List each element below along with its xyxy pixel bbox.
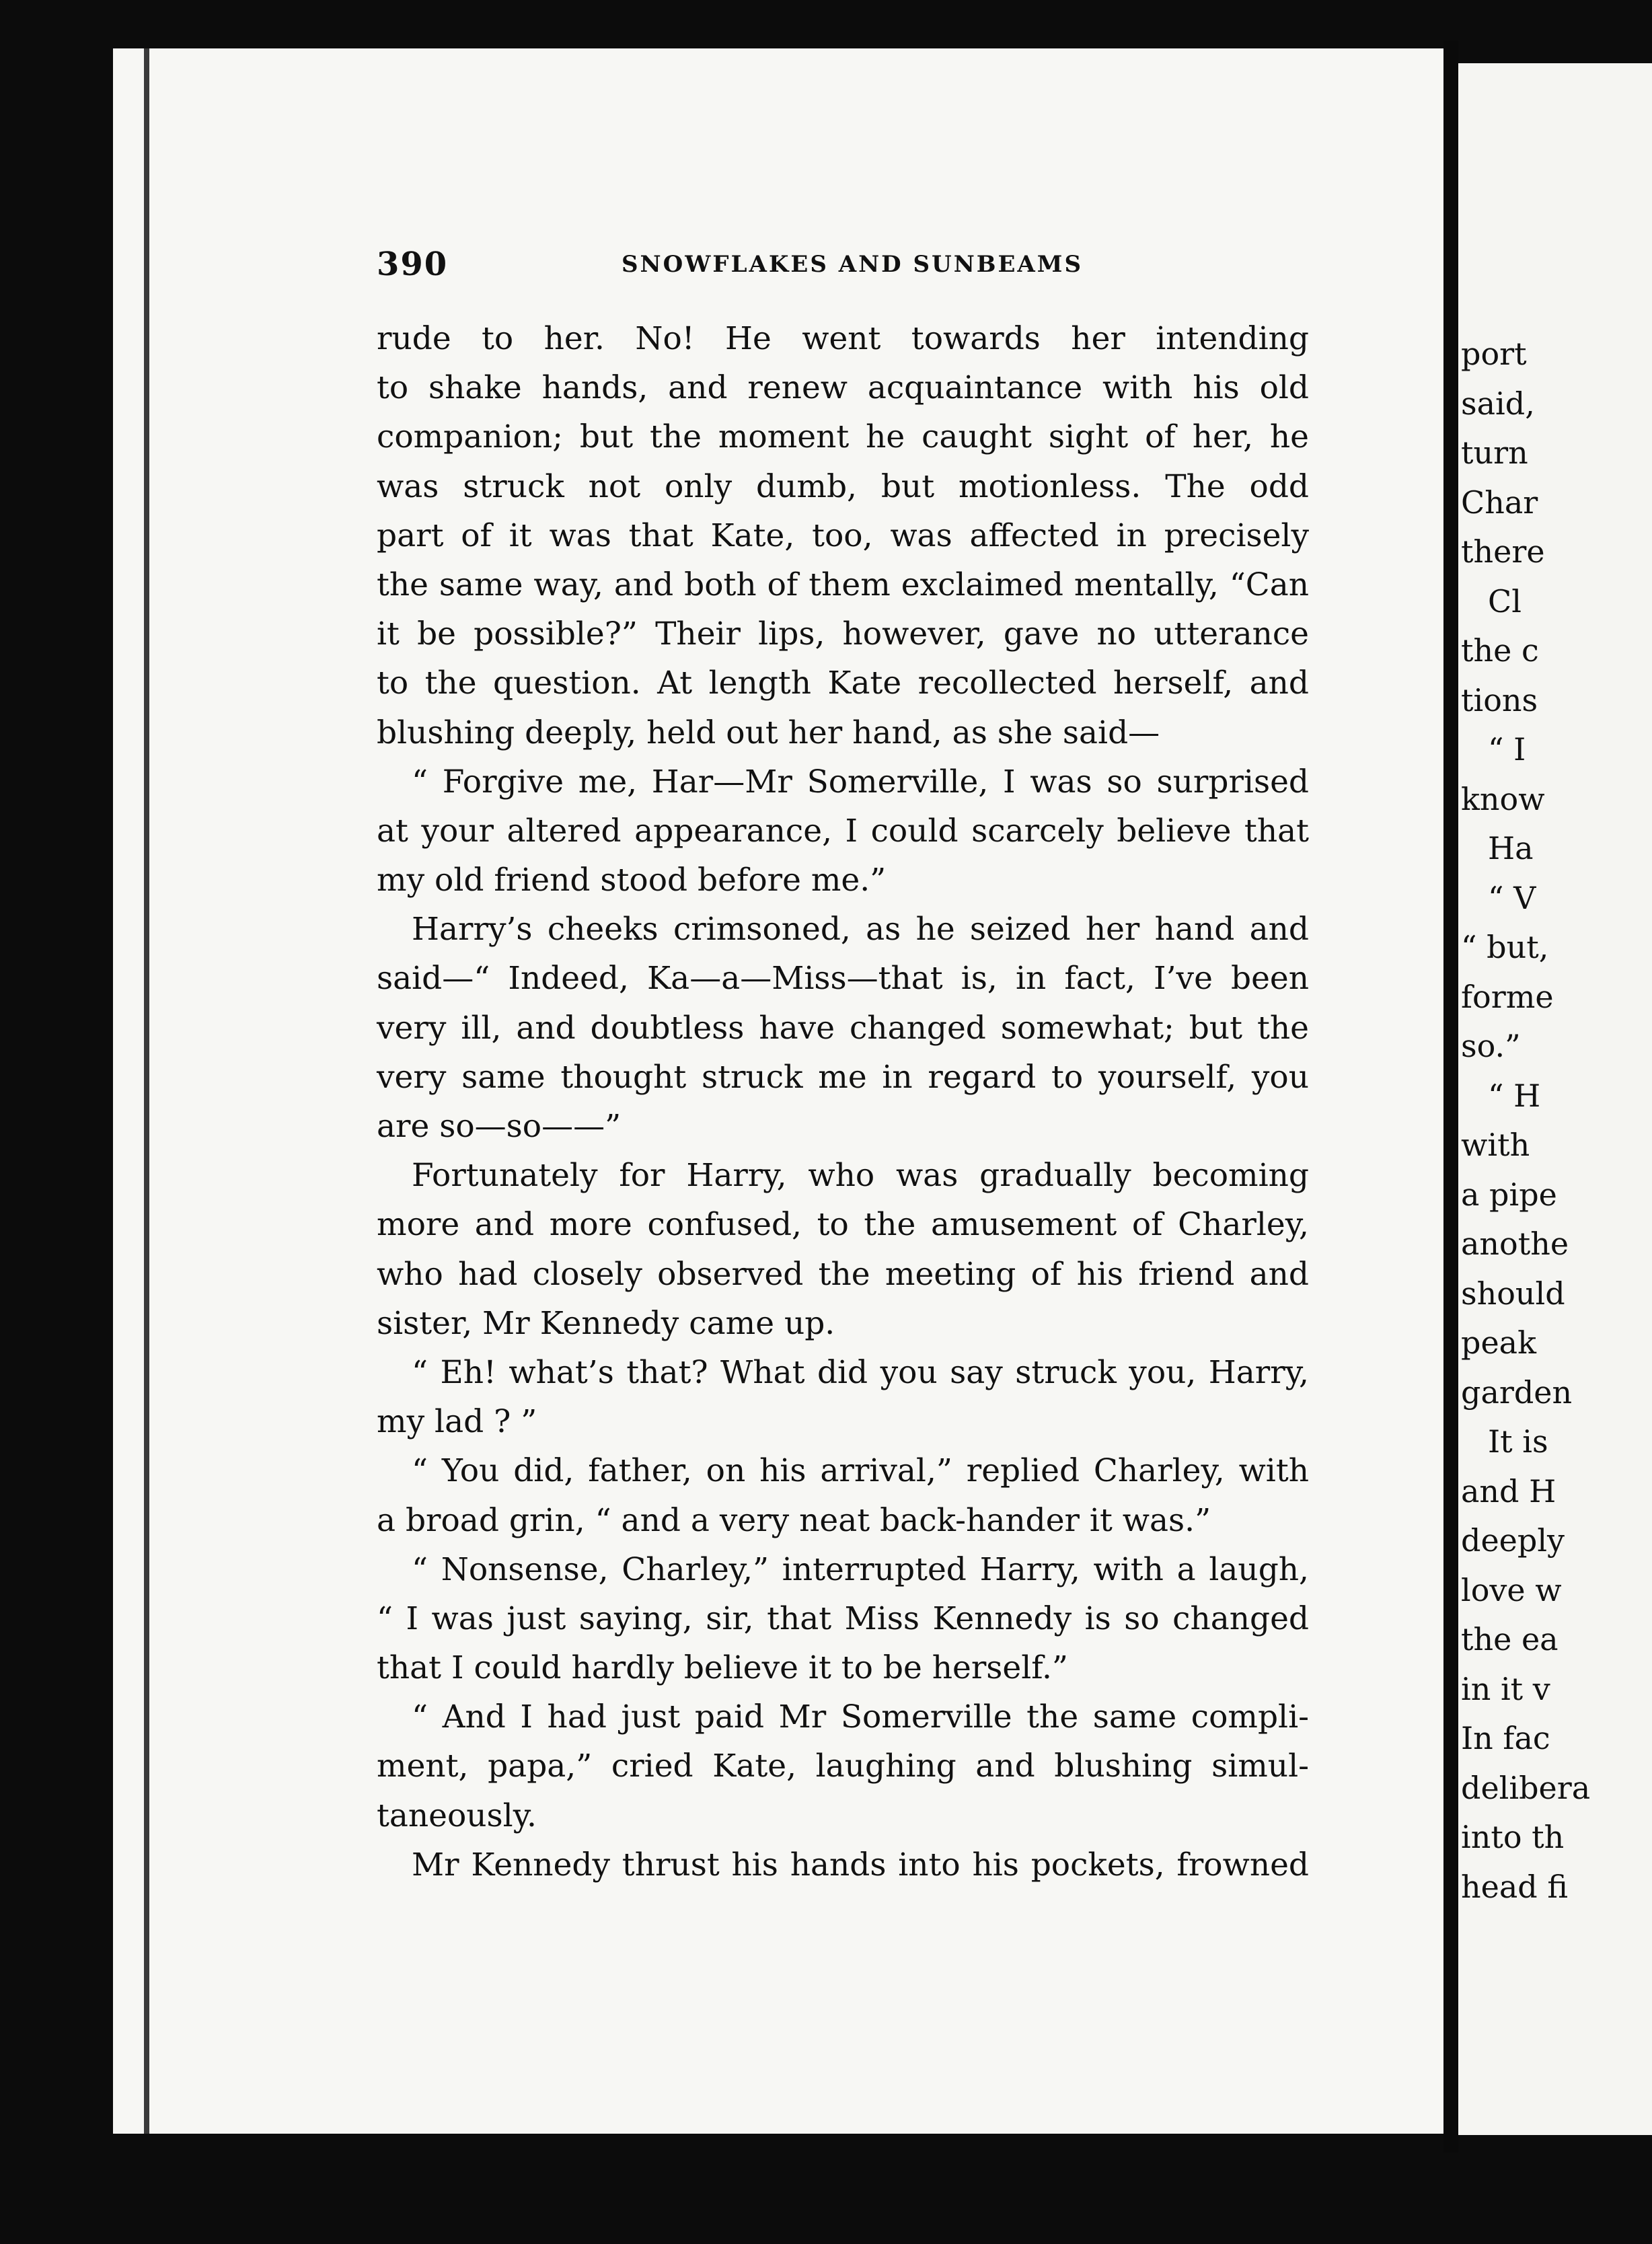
text-line: ment, papa,” cried Kate, laughing and blushing simul-: [377, 1748, 1309, 1785]
facing-page-line: peak: [1461, 1324, 1536, 1361]
text-line: taneously.: [377, 1797, 537, 1834]
text-line: to shake hands, and renew acquaintance with his old: [377, 369, 1309, 407]
text-line: that I could hardly believe it to be herself.”: [377, 1649, 1068, 1687]
facing-page-line: Ha: [1488, 830, 1534, 866]
text-line: “ Forgive me, Har—Mr Somerville, I was so surprised: [412, 763, 1309, 800]
binding-edge: [144, 48, 149, 2134]
text-line: sister, Mr Kennedy came up.: [377, 1304, 835, 1342]
text-line: blushing deeply, held out her hand, as she said—: [377, 714, 1160, 751]
facing-page-line: forme: [1461, 978, 1554, 1015]
facing-page-line: there: [1461, 533, 1545, 570]
text-line: Mr Kennedy thrust his hands into his pockets, frowned: [412, 1846, 1309, 1883]
text-line: “ You did, father, on his arrival,” replied Charley, with: [412, 1452, 1309, 1490]
text-line: a broad grin, “ and a very neat back-hander it was.”: [377, 1501, 1211, 1539]
text-line: my old friend stood before me.”: [377, 862, 887, 899]
facing-page-line: love w: [1461, 1571, 1562, 1608]
facing-page-line: “ V: [1488, 879, 1536, 916]
facing-page-line: Cl: [1488, 583, 1522, 620]
facing-page-line: deeply: [1461, 1522, 1565, 1559]
text-line: it be possible?” Their lips, however, gave no utterance: [377, 615, 1309, 653]
facing-page-line: the ea: [1461, 1621, 1559, 1657]
facing-page-line: “ but,: [1461, 929, 1549, 965]
text-line: more and more confused, to the amusement of Charley,: [377, 1206, 1309, 1244]
page-header: [377, 246, 1312, 286]
text-line: said—“ Indeed, Ka—a—Miss—that is, in fact, I’ve been: [377, 960, 1309, 998]
facing-page-line: know: [1461, 780, 1545, 817]
text-line: was struck not only dumb, but motionless. The odd: [377, 468, 1309, 505]
facing-page-line: and H: [1461, 1472, 1556, 1509]
text-line: who had closely observed the meeting of his friend and: [377, 1255, 1309, 1293]
text-line: Harry’s cheeks crimsoned, as he seized her hand and: [412, 911, 1309, 948]
text-line: very ill, and doubtless have changed somewhat; but the: [377, 1009, 1309, 1047]
facing-page-line: in it v: [1461, 1670, 1550, 1707]
facing-page-line: “ H: [1488, 1077, 1541, 1114]
facing-page-line: with: [1461, 1127, 1530, 1163]
facing-page-line: a pipe: [1461, 1176, 1557, 1213]
facing-page-line: should: [1461, 1275, 1565, 1312]
running-head: SNOWFLAKES AND SUNBEAMS: [622, 251, 1083, 278]
facing-page-line: so.”: [1461, 1028, 1521, 1064]
facing-page-line: garden: [1461, 1374, 1573, 1411]
facing-page-text: [1461, 330, 1652, 1912]
facing-page-line: delibera: [1461, 1769, 1591, 1806]
facing-page-line: turn: [1461, 435, 1528, 471]
text-line: to the question. At length Kate recollected herself, and: [377, 665, 1309, 702]
facing-page-line: In fac: [1461, 1720, 1550, 1756]
text-line: “ Nonsense, Charley,” interrupted Harry, with a laugh,: [412, 1550, 1309, 1588]
facing-page-line: the c: [1461, 632, 1539, 669]
body-text: [377, 314, 1309, 1890]
facing-page-line: into th: [1461, 1819, 1565, 1855]
page-number: 390: [377, 246, 449, 283]
text-line: “ And I had just paid Mr Somerville the same compli-: [412, 1698, 1309, 1736]
text-line: Fortunately for Harry, who was gradually becoming: [412, 1157, 1309, 1195]
facing-page-line: said,: [1461, 385, 1535, 422]
text-line: “ I was just saying, sir, that Miss Kennedy is so changed: [377, 1600, 1309, 1637]
text-line: “ Eh! what’s that? What did you say struck you, Harry,: [412, 1353, 1309, 1391]
facing-page-line: tions: [1461, 681, 1538, 718]
text-line: rude to her. No! He went towards her intending: [377, 320, 1309, 357]
text-line: companion; but the moment he caught sight of her, he: [377, 418, 1309, 456]
text-line: very same thought struck me in regard to yourself, you: [377, 1058, 1309, 1096]
text-line: are so—so——”: [377, 1108, 622, 1145]
facing-page-line: port: [1461, 336, 1527, 372]
facing-page-line: head fi: [1461, 1868, 1569, 1905]
text-line: the same way, and both of them exclaimed mentally, “Can: [377, 566, 1309, 603]
facing-page-line: It is: [1488, 1423, 1548, 1460]
page-gutter: [1443, 40, 1458, 2153]
facing-page-line: anothe: [1461, 1226, 1569, 1262]
text-line: part of it was that Kate, too, was affected in precisely: [377, 517, 1309, 554]
facing-page-line: Char: [1461, 484, 1538, 521]
text-line: at your altered appearance, I could scarcely believe that: [377, 812, 1309, 850]
text-line: my lad ? ”: [377, 1403, 537, 1441]
facing-page-line: “ I: [1488, 731, 1526, 768]
